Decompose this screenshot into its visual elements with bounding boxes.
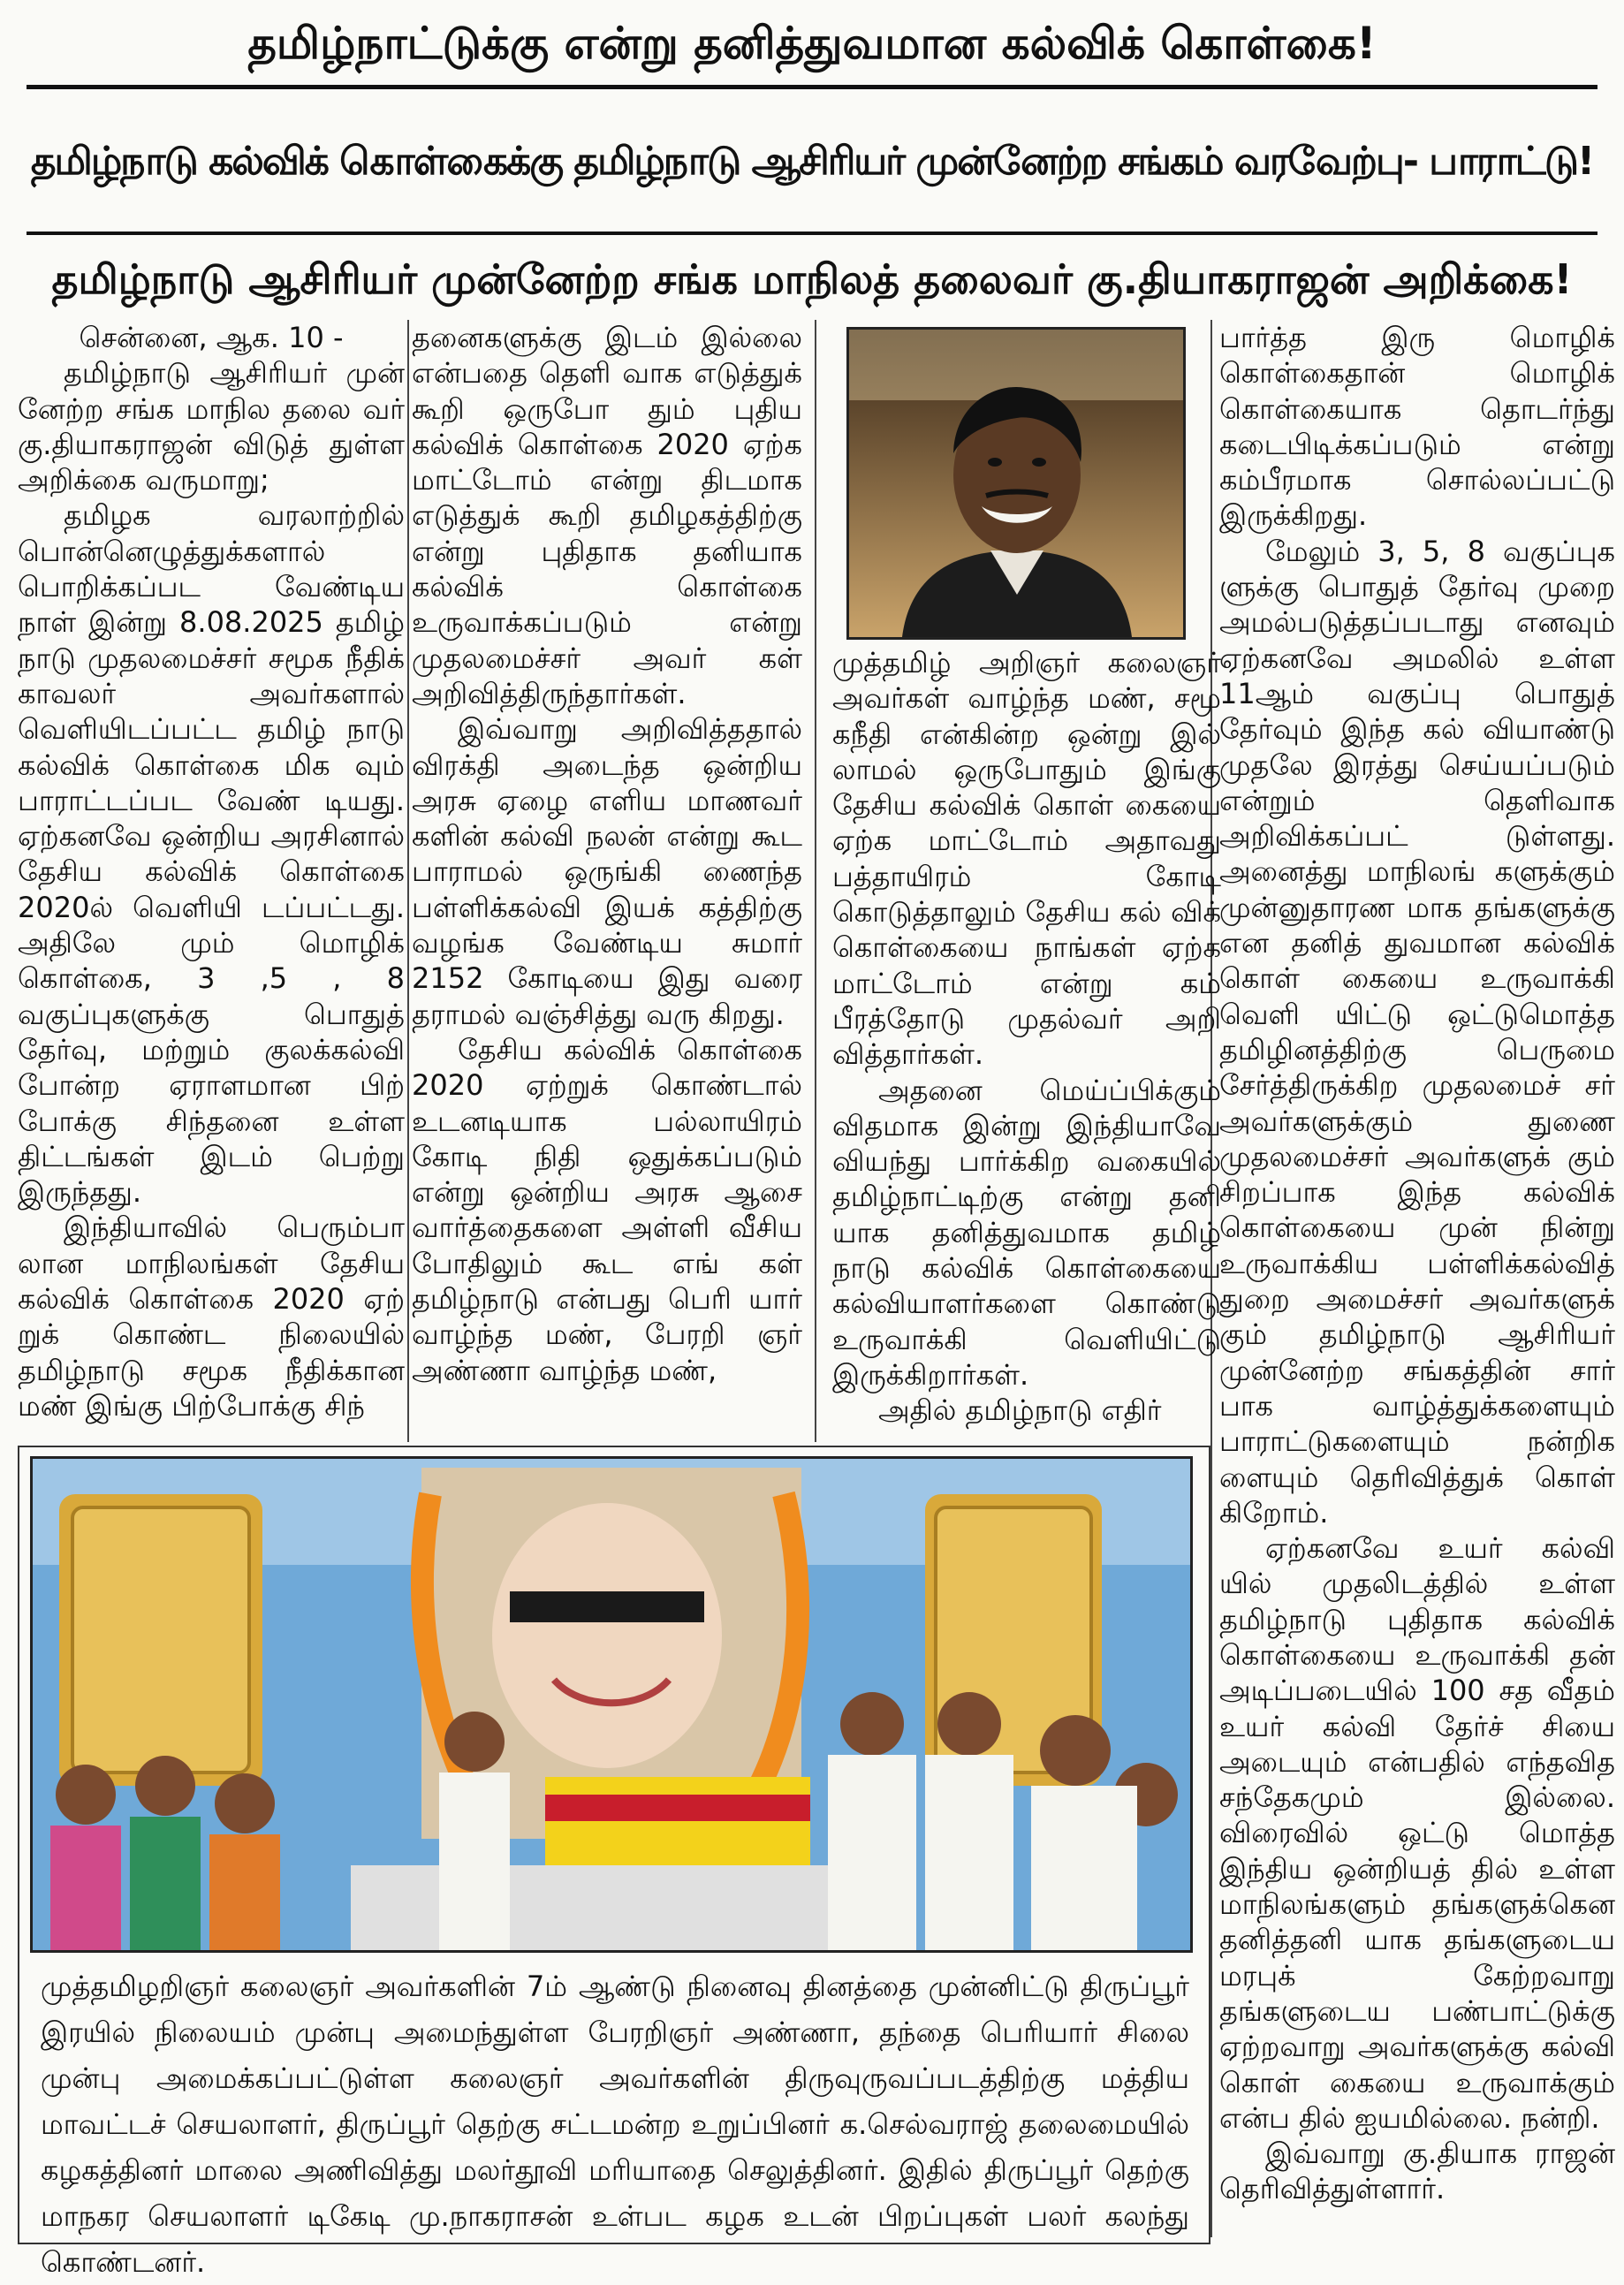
paragraph: முத்தமிழ் அறிஞர் கலைஞர் அவர்கள் வாழ்ந்த மண், சமூ கநீதி என்கின்ற ஒன்று இல் லாமல் ஒருபோதும் இங்கு தேசிய கல்விக் கொள் கையை ஏற்க மாட்டோம் அதாவது பத்தாயிரம் கோடி கொடுத்தாலும் தேசிய கல் விக் கொள்கையை நாங்கள் ஏற்க மாட்டோம் என்று கம் பீரத்தோடு முதல்வர் அறி வித்தார்கள். — [832, 646, 1221, 1072]
paragraph: மேலும் 3, 5, 8 வகுப்புக ளுக்கு பொதுத் தேர்வு முறை அமல்படுத்தப்படாது எனவும் ஏற்கனவே அமலில் உள்ள 11ஆம் வகுப்பு பொதுத் தேர்வும் இந்த கல் வியாண்டு முதலே இரத்து செய்யப்படும் என்றும் தெளிவாக அறிவிக்கப்பட் டுள்ளது. அனைத்து மாநிலங் களுக்கும் முன்னுதாரண மாக தங்களுக்கு என தனித் துவமான கல்விக் கொள் கையை உருவாக்கி வெளி யிட்டு ஒட்டுமொத்த தமிழினத்திற்கு பெருமை சேர்த்திருக்கிற முதலமைச் சர் அவர்களுக்கும் துணை முதலமைச்சர் அவர்களுக் கும் சிறப்பாக இந்த கல்விக் கொள்கையை முன் நின்று உருவாக்கிய பள்ளிக்கல்வித் துறை அமைச்சர் அவர்களுக் கும் தமிழ்நாடு ஆசிரியர் முன்னேற்ற சங்கத்தின் சார் பாக வாழ்த்துக்களையும் பாராட்டுகளையும் நன்றிக ளையும் தெரிவித்துக் கொள் கிறோம். — [1219, 534, 1615, 1530]
paragraph: ஏற்கனவே உயர் கல்வி யில் முதலிடத்தில் உள்ள தமிழ்நாடு புதிதாக கல்விக் கொள்கையை உருவாக்கி தன் அடிப்படையில் 100 சத வீதம் உயர் கல்வி தேர்ச் சியை அடையும் என்பதில் எந்தவித சந்தேகமும் இல்லை. விரைவில் ஒட்டு மொத்த இந்திய ஒன்றியத் தில் உள்ள மாநிலங்களும் தங்களுக்கென தனித்தனி யாக தங்களுடைய மரபுக் கேற்றவாறு தங்களுடைய பண்பாட்டுக்கு ஏற்றவாறு அவர்களுக்கு கல்வி கொள் கையை உருவாக்கும் என்ப தில் ஐயமில்லை. நன்றி. — [1219, 1531, 1615, 2135]
paragraph: தமிழக வரலாற்றில் பொன்னெழுத்துக்களால் பொறிக்கப்பட வேண்டிய நாள் இன்று 8.08.2025 தமிழ் நாடு முதலமைச்சர் சமூக நீதிக் காவலர் அவர்களால் வெளியிடப்பட்ட தமிழ் நாடு கல்விக் கொள்கை மிக வும் பாராட்டப்பட வேண் டியது. ஏற்கனவே ஒன்றிய அரசினால் தேசிய கல்விக் கொள்கை 2020ல் வெளியி டப்பட்டது. அதிலே மும் மொழிக் கொள்கை, 3 ,5 , 8 வகுப்புகளுக்கு பொதுத் தேர்வு, மற்றும் குலக்கல்வி போன்ற ஏராளமான பிற் போக்கு சிந்தனை உள்ள திட்டங்கள் இடம் பெற்று இருந்தது. — [18, 498, 405, 1210]
paragraph: தனைகளுக்கு இடம் இல்லை என்பதை தெளி வாக எடுத்துக் கூறி ஒருபோ தும் புதிய கல்விக் கொள்கை 2020 ஏற்க மாட்டோம் என்று திடமாக எடுத்துக் கூறி தமிழகத்திற்கு என்று புதிதாக தனியாக கல்விக் கொள்கை உருவாக்கப்படும் என்று முதலமைச்சர் அவர் கள் அறிவித்திருந்தார்கள். — [412, 321, 802, 710]
article-column-4 — [1219, 320, 1615, 2246]
article-column-1 — [18, 320, 405, 1424]
divider-rule — [27, 85, 1597, 89]
article-column-2 — [412, 320, 802, 1424]
paragraph: இவ்வாறு அறிவித்ததால் விரக்தி அடைந்த ஒன்றிய அரசு ஏழை எளிய மாணவர் களின் கல்வி நலன் என்று கூட பாராமல் ஒருங்கி ணைந்த பள்ளிக்கல்வி இயக் கத்திற்கு வழங்க வேண்டிய சுமார் 2152 கோடியை இது வரை தராமல் வஞ்சித்து வரு கிறது. — [412, 712, 802, 1031]
paragraph: தேசிய கல்விக் கொள்கை 2020 ஏற்றுக் கொண்டால் உடனடியாக பல்லாயிரம் கோடி நிதி ஒதுக்கப்படும் என்று ஒன்றிய அரசு ஆசை வார்த்தைகளை அள்ளி வீசிய போதிலும் கூட எங் கள் தமிழ்நாடு என்பது பெரி யார் வாழ்ந்த மண், பேரறி ஞர் அண்ணா வாழ்ந்த மண், — [412, 1032, 802, 1387]
paragraph: அதனை மெய்ப்பிக்கும் விதமாக இன்று இந்தியாவே வியந்து பார்க்கிற வகையில் தமிழ்நாட்டிற்கு என்று தனி யாக தனித்துவமாக தமிழ் நாடு கல்விக் கொள்கையை கல்வியாளர்களை கொண்டு உருவாக்கி வெளியிட்டு இருக்கிறார்கள். — [832, 1073, 1221, 1392]
headline-top: தமிழ்நாட்டுக்கு என்று தனித்துவமான கல்விக் கொள்கை! — [247, 18, 1377, 69]
divider-rule — [27, 232, 1597, 235]
dateline: சென்னை, ஆக. 10 - — [79, 321, 344, 354]
headline-main: தமிழ்நாடு கல்விக் கொள்கைக்கு தமிழ்நாடு ஆசிரியர் முன்னேற்ற சங்கம் வரவேற்பு- பாராட்டு! — [30, 139, 1594, 184]
column-rule — [815, 320, 816, 1442]
headline-sub: தமிழ்நாடு ஆசிரியர் முன்னேற்ற சங்க மாநிலத் தலைவர் கு.தியாகராஜன் அறிக்கை! — [51, 255, 1573, 303]
portrait-photo — [846, 327, 1186, 640]
photo-caption: முத்தமிழறிஞர் கலைஞர் அவர்களின் 7ம் ஆண்டு நினைவு தினத்தை முன்னிட்டு திருப்பூர் இரயில் நிலையம் முன்பு அமைந்துள்ள பேரறிஞர் அண்ணா, தந்தை பெரியார் சிலை முன்பு அமைக்கப்பட்டுள்ள கலைஞர் அவர்களின் திருவுருவப்படத்திற்கு மத்திய மாவட்டச் செயலாளர், திருப்பூர் தெற்கு சட்டமன்ற உறுப்பினர் க.செல்வராஜ் தலைமையில் கழகத்தினர் மாலை அணிவித்து மலர்தூவி மரியாதை செலுத்தினர். இதில் திருப்பூர் தெற்கு மாநகர செயலாளர் டிகேடி மு.நாகராசன் உள்பட கழக உடன் பிறப்புகள் பலர் கலந்து கொண்டனர். — [41, 1970, 1189, 2279]
paragraph: இவ்வாறு கு.தியாக ராஜன் தெரிவித்துள்ளார். — [1219, 2137, 1615, 2206]
portrait-image — [849, 330, 1183, 637]
paragraph: தமிழ்நாடு ஆசிரியர் முன் னேற்ற சங்க மாநில தலை வர் கு.தியாகராஜன் விடுத் துள்ள அறிக்கை வருமாறு; — [18, 356, 405, 497]
article-column-3 — [832, 645, 1221, 1429]
paragraph: அதில் தமிழ்நாடு எதிர் — [878, 1393, 1162, 1428]
event-image — [33, 1459, 1190, 1950]
column-rule — [407, 320, 409, 1442]
event-photo — [30, 1456, 1193, 1953]
paragraph: பார்த்த இரு மொழிக் கொள்கைதான் மொழிக் கொள்கையாக தொடர்ந்து கடைபிடிக்கப்படும் என்று கம்பீரமாக சொல்லப்பட்டு இருக்கிறது. — [1219, 321, 1615, 533]
paragraph: இந்தியாவில் பெரும்பா லான மாநிலங்கள் தேசிய கல்விக் கொள்கை 2020 ஏற் றுக் கொண்ட நிலையில் தமிழ்நாடு சமூக நீதிக்கான மண் இங்கு பிற்போக்கு சிந் — [18, 1211, 405, 1423]
